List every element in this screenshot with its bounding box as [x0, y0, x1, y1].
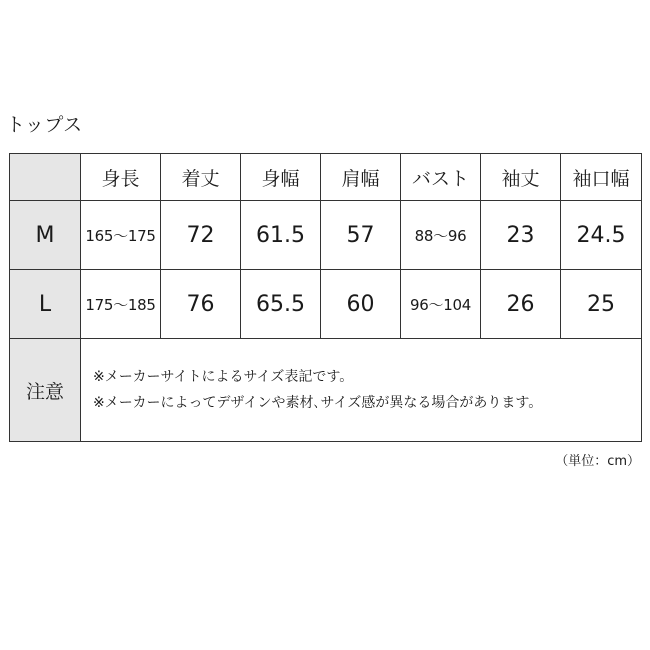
column-header-cuff: 袖口幅: [561, 154, 642, 201]
note-line: ※メーカーサイトによるサイズ表記です。: [93, 369, 354, 385]
column-header-sleeve: 袖丈: [481, 154, 561, 201]
unit-label: （単位：cm）: [555, 454, 640, 469]
size-table: [9, 153, 642, 442]
notes-cell: [81, 339, 642, 442]
cell-height: 165〜175: [81, 201, 161, 270]
table-row: [10, 270, 642, 339]
note-label: 注意: [10, 339, 81, 442]
cell-body-width: 61.5: [241, 201, 321, 270]
header-row: [10, 154, 642, 201]
cell-bust: 96〜104: [401, 270, 481, 339]
cell-cuff: 24.5: [561, 201, 642, 270]
cell-bust: 88〜96: [401, 201, 481, 270]
cell-length: 76: [161, 270, 241, 339]
column-header-shoulder: 肩幅: [321, 154, 401, 201]
size-label: L: [10, 270, 81, 339]
cell-shoulder: 60: [321, 270, 401, 339]
column-header-length: 着丈: [161, 154, 241, 201]
cell-cuff: 25: [561, 270, 642, 339]
cell-sleeve: 23: [481, 201, 561, 270]
table-row: [10, 201, 642, 270]
size-label: M: [10, 201, 81, 270]
cell-height: 175〜185: [81, 270, 161, 339]
section-title: トップス: [6, 114, 83, 136]
column-header-height: 身長: [81, 154, 161, 201]
cell-length: 72: [161, 201, 241, 270]
column-header-bust: バスト: [401, 154, 481, 201]
column-header-body-width: 身幅: [241, 154, 321, 201]
cell-body-width: 65.5: [241, 270, 321, 339]
cell-sleeve: 26: [481, 270, 561, 339]
note-row: [10, 339, 642, 442]
note-line: ※メーカーによってデザインや素材､サイズ感が異なる場合があります。: [93, 395, 543, 411]
corner-cell: [10, 154, 81, 201]
cell-shoulder: 57: [321, 201, 401, 270]
